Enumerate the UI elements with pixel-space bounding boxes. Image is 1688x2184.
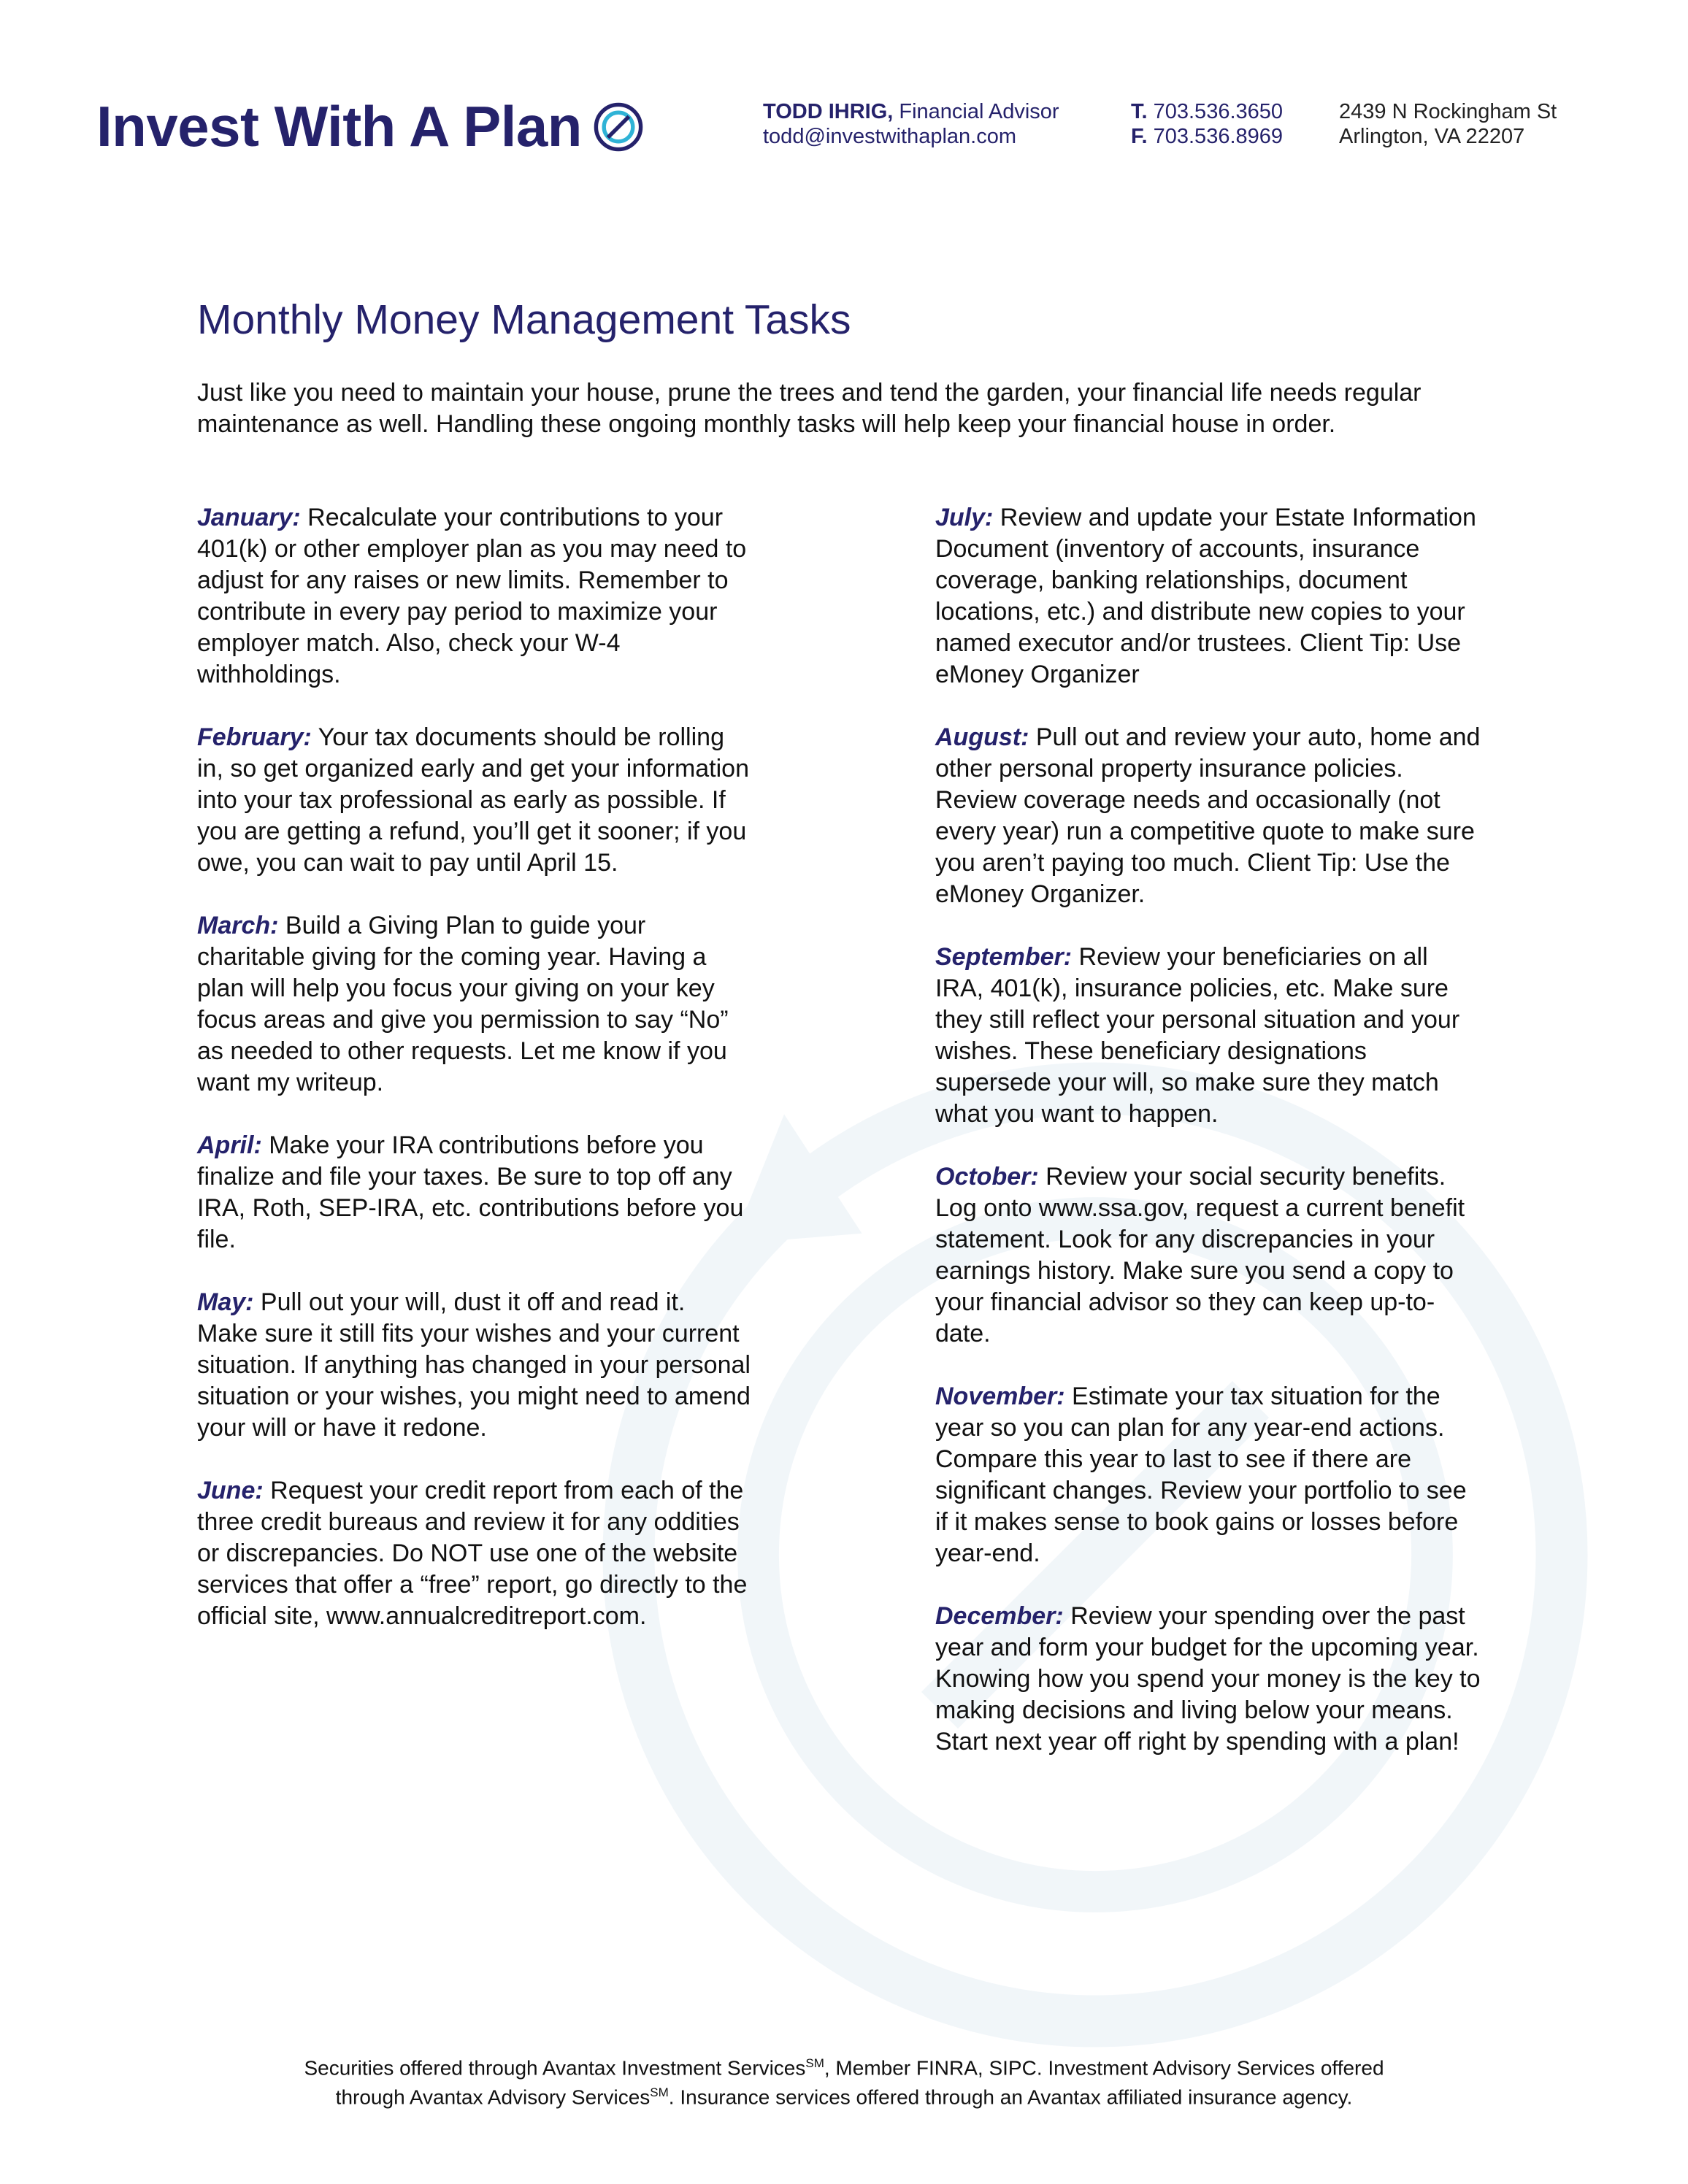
footer-text: , Member FINRA, SIPC. Investment Advisory Services offered [824,2056,1384,2080]
logo-circle-check-icon [592,101,645,153]
month-item [935,722,1483,910]
address-line-2: Arlington, VA 22207 [1339,125,1525,148]
month-item [197,910,752,1099]
month-item [935,1161,1483,1350]
month-name: December: [935,1602,1064,1630]
month-item [935,502,1483,691]
month-text: Estimate your tax situation for the year so you can plan for any year-end actions. Compare this year to last to see if there are significant changes. Review your portfolio to see if it makes sense to book gains or losses before year-end. [935,1383,1467,1567]
month-name: April: [197,1131,262,1159]
month-name: February: [197,723,312,751]
fax-label: F. [1131,125,1148,148]
footer-text: through Avantax Advisory Services [335,2085,651,2109]
month-name: March: [197,912,279,939]
address-line-1: 2439 N Rockingham St [1339,100,1557,123]
month-text: Request your credit report from each of the three credit bureaus and review it for any oddities or discrepancies. Do NOT use one of the website services that offer a “free” report, go directly to the official site, www.annualcreditreport.com. [197,1477,748,1630]
month-text: Review and update your Estate Information Document (inventory of accounts, insurance coverage, banking relationships, document locations, etc.) and distribute new copies to your named executor and/or trustees. Client Tip: Use eMoney Organizer [935,504,1476,688]
month-name: June: [197,1477,264,1504]
disclosure-footer [0,2051,1688,2110]
page-title: Monthly Money Management Tasks [197,296,851,343]
month-text: Pull out and review your auto, home and other personal property insurance policies. Review coverage needs and occasionally (not every year) run a competitive quote to make sure you aren’t paying too much. Client Tip: Use the eMoney Organizer. [935,723,1481,908]
advisor-title: Financial Advisor [893,100,1059,123]
month-text: Review your social security benefits. Log onto www.ssa.gov, request a current benefit statement. Look for any discrepancies in your earnings history. Make sure you send a copy to your financial advisor so they can keep up-to-date. [935,1163,1465,1347]
logo-text: Invest With A Plan [96,94,582,158]
fax-number: 703.536.8969 [1147,125,1284,148]
phone-label: T. [1131,100,1148,123]
month-name: August: [935,723,1029,751]
advisor-email[interactable]: todd@investwithaplan.com [763,125,1017,148]
month-name: September: [935,943,1073,971]
advisor-contact [763,99,1059,149]
month-text: Your tax documents should be rolling in, so get organized early and get your information into your tax professional as early as possible. If you are getting a refund, you’ll get it sooner; if you owe, you can wait to pay until April 15. [197,723,750,877]
company-logo [96,93,645,160]
month-name: July: [935,504,994,531]
left-column [197,502,752,1664]
service-mark: SM [805,2056,824,2070]
phone-number: 703.536.3650 [1147,100,1284,123]
service-mark: SM [650,2085,669,2100]
month-item [197,1475,752,1632]
month-item [197,502,752,691]
phone-fax [1131,99,1283,149]
month-item [935,1381,1483,1569]
month-name: October: [935,1163,1039,1191]
month-name: November: [935,1383,1065,1410]
advisor-name: TODD IHRIG, [763,100,894,123]
month-item [197,1130,752,1256]
month-text: Build a Giving Plan to guide your charitable giving for the coming year. Having a plan will help you focus your giving on your key focus areas and give you permission to say “No” as needed to other requests. Let me know if you want my writeup. [197,912,729,1096]
footer-text: . Insurance services offered through an Avantax affiliated insurance agency. [668,2085,1353,2109]
month-item [935,942,1483,1130]
month-item [935,1601,1483,1758]
month-name: May: [197,1288,254,1316]
month-item [197,722,752,879]
month-text: Review your beneficiaries on all IRA, 401(k), insurance policies, etc. Make sure they still reflect your personal situation and your wishes. These beneficiary designations supersede your will, so make sure they match what you want to happen. [935,943,1460,1128]
month-item [197,1287,752,1444]
month-text: Make your IRA contributions before you finalize and file your taxes. Be sure to top off any IRA, Roth, SEP-IRA, etc. contributions before you file. [197,1131,744,1253]
right-column [935,502,1483,1789]
address [1339,99,1557,149]
month-text: Review your spending over the past year and form your budget for the upcoming year. Knowing how you spend your money is the key to making decisions and living below your means. Start next year off right by spending with a plan! [935,1602,1481,1756]
month-text: Recalculate your contributions to your 401(k) or other employer plan as you may need to adjust for any raises or new limits. Remember to contribute in every pay period to maximize your employer match. Also, check your W-4 withholdings. [197,504,747,688]
footer-text: Securities offered through Avantax Investment Services [304,2056,806,2080]
intro-paragraph: Just like you need to maintain your house, prune the trees and tend the garden, your financial life needs regular maintenance as well. Handling these ongoing monthly tasks will help keep your financial house in order. [197,379,1422,438]
month-name: January: [197,504,301,531]
month-text: Pull out your will, dust it off and read it. Make sure it still fits your wishes and your current situation. If anything has changed in your personal situation or your wishes, you might need to amend your will or have it redone. [197,1288,751,1442]
